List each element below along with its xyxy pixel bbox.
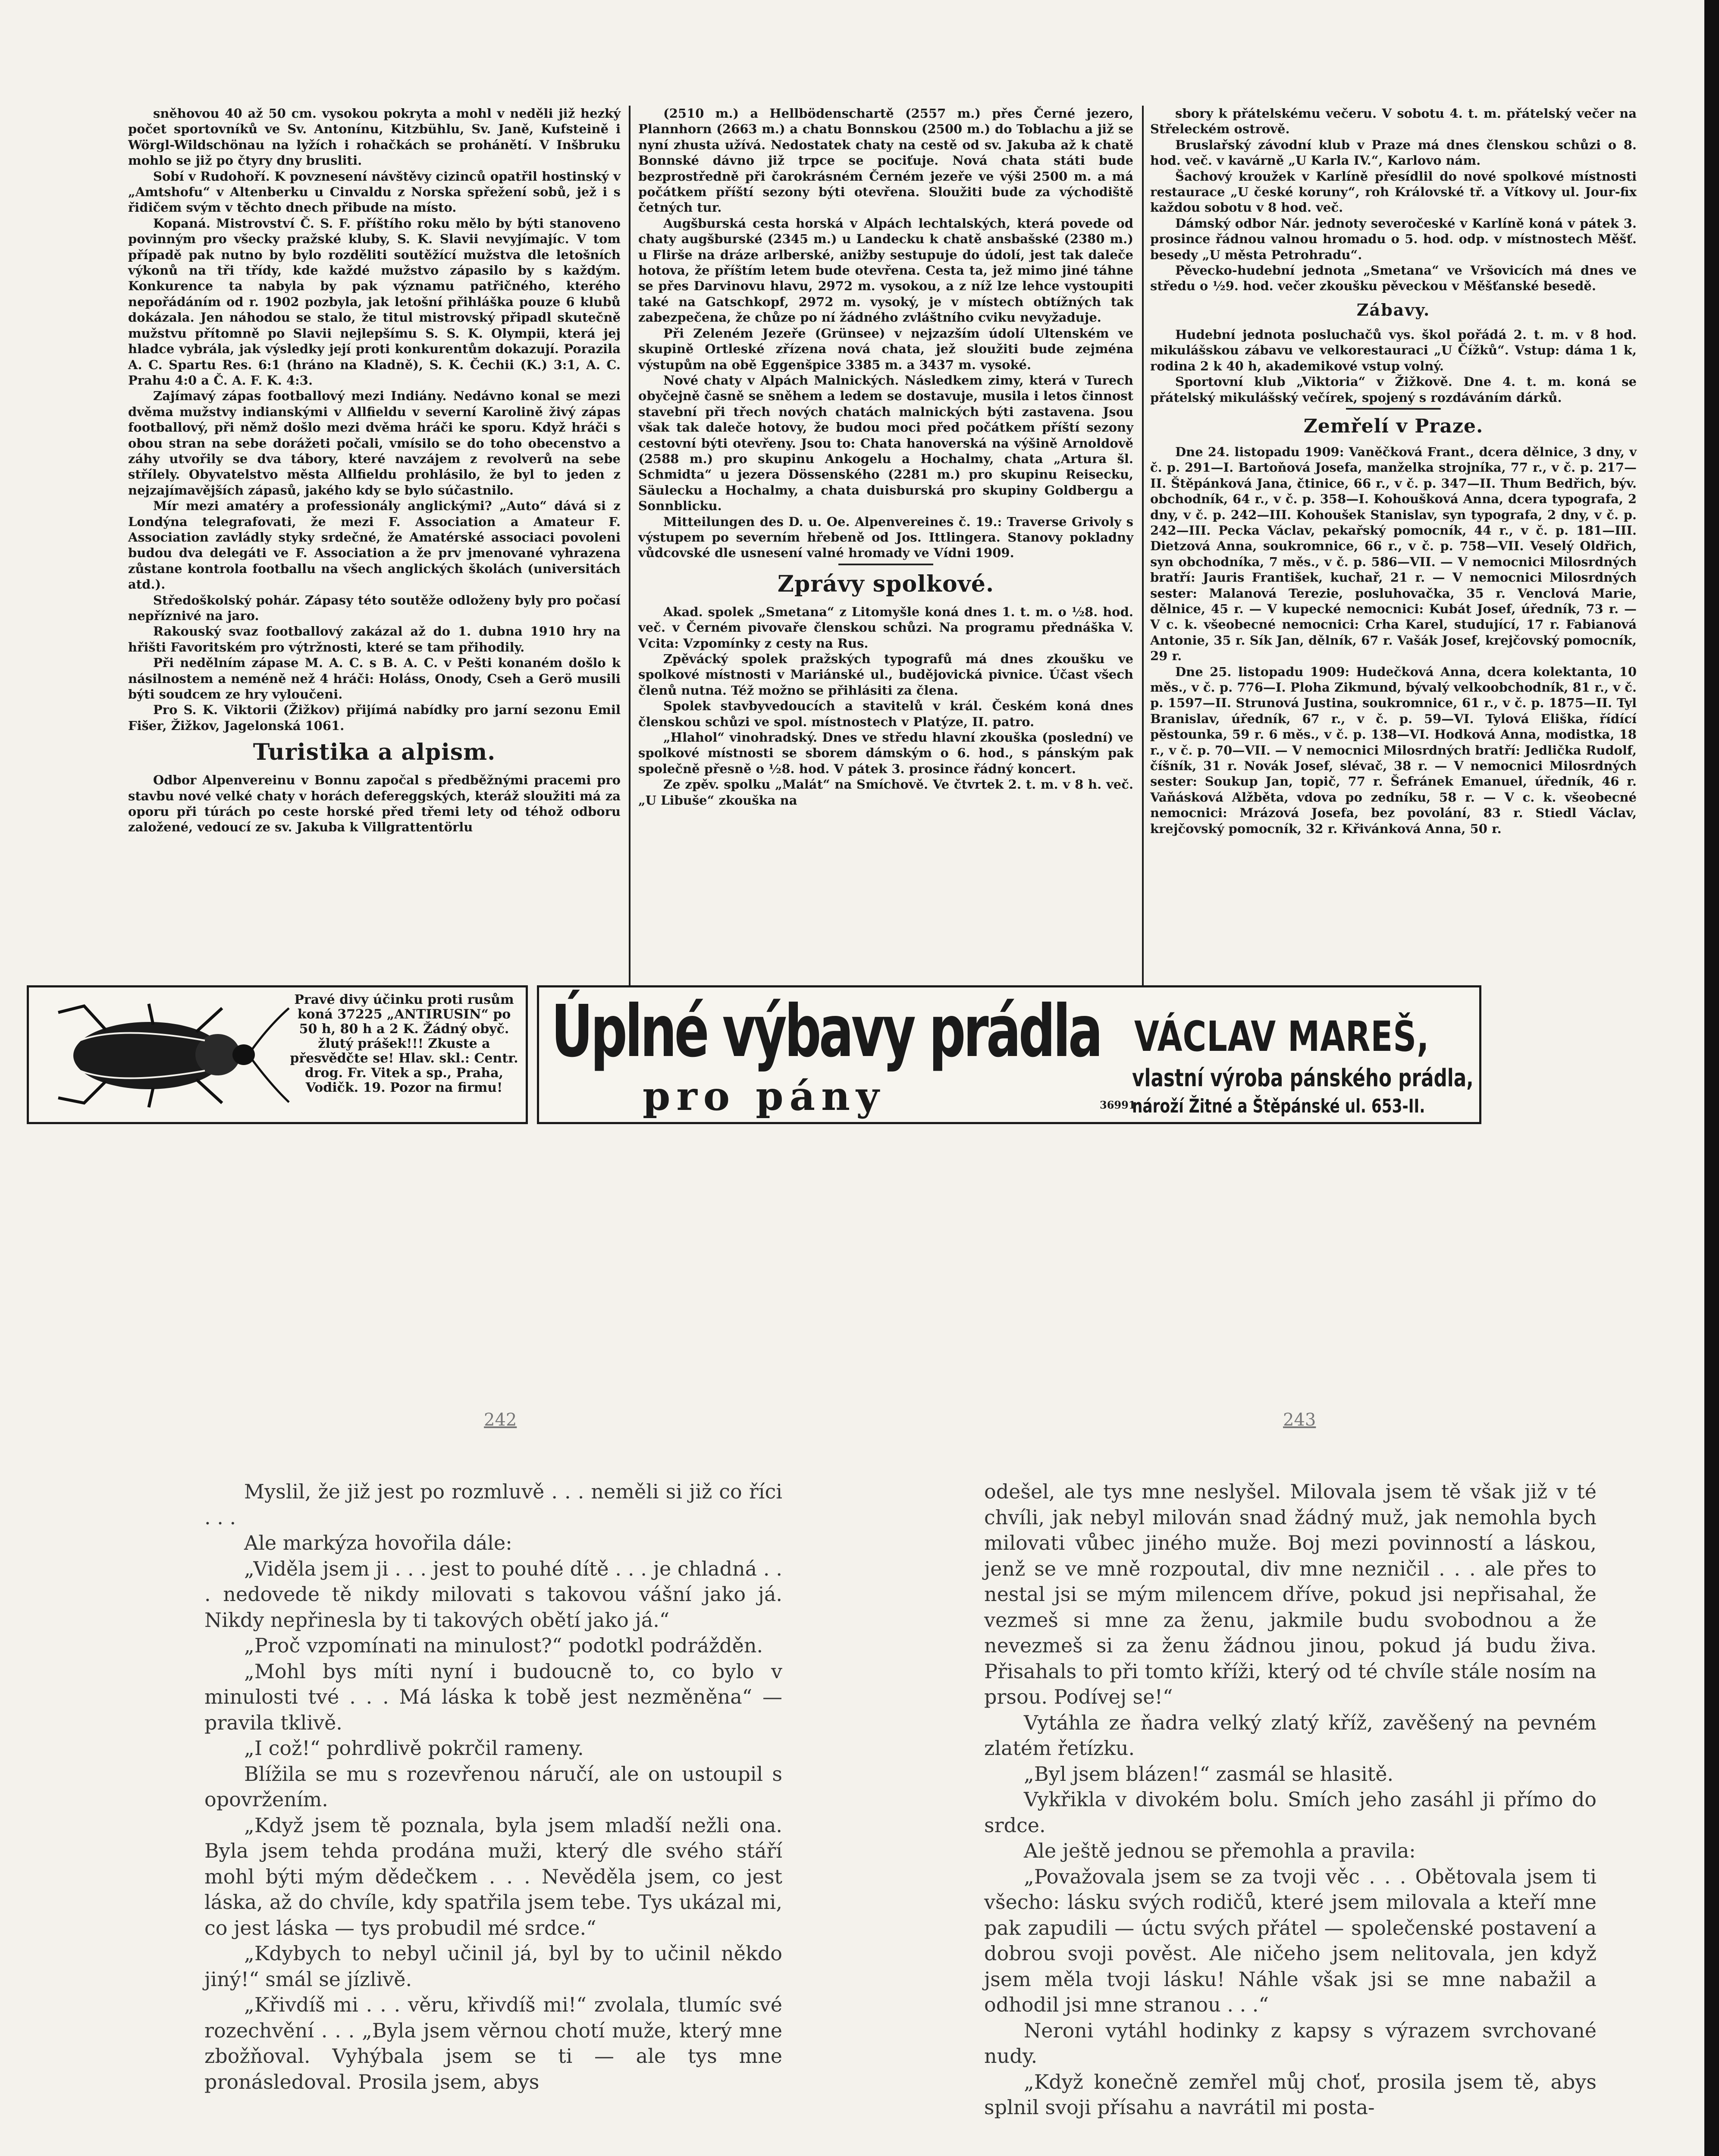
paragraph: Neroni vytáhl hodinky z kapsy s výrazem svrchované nudy.: [984, 2018, 1597, 2068]
paragraph: Spolek stavbyvedoucích a stavitelů v král. Českém koná dnes členskou schůzi ve spol. místnostech v Platýze, II. patro.: [638, 699, 1133, 729]
paragraph: Mír mezi amatéry a professionály anglickými? „Auto“ dává si z Londýna telegrafovati, že mezi F. Association a Amateur F. Association zavládly styky srdečné, že Amatérské associaci povoleni budou dva delegáti ve F. Association a že prv jmenované vyhrazena zůstane kontrola footballu na všech anglických školách (universitách atd.).: [128, 498, 621, 592]
column-rule: [629, 106, 631, 1078]
paragraph: Odbor Alpenvereinu v Bonnu započal s předběžnými pracemi pro stavbu nové velké chaty v horách defereggských, kteráž sloužiti má za oporu při túrách po ceste horské před třemi lety od téhož odboru založené, vedoucí ze sv. Jakuba k Villgrattentörlu: [128, 773, 621, 835]
column-rule: [1142, 106, 1144, 1078]
separator: [838, 564, 933, 565]
paragraph: Při Zeleném Jezeře (Grünsee) v nejzazším údolí Ultenském ve skupině Ortleské zřízena nová chata, jež sloužiti bude zejména výstupům na obě Eggenšpice 3385 m. a 3437 m. vysoké.: [638, 326, 1133, 372]
page-number-left: 242: [484, 1410, 517, 1430]
paragraph: Středoškolský pohár. Zápasy této soutěže odloženy byly pro počasí nepříznivé na jaro.: [128, 592, 621, 623]
paragraph: „Když jsem tě poznala, byla jsem mladší nežli ona. Byla jsem tehda prodána muži, který dle svého stáří mohl býti mým dědečkem . . . Nevěděla jsem, co jest láska, až do chvíle, kdy spatřila jsem tebe. Tys ukázal mi, co jest láska — tys probudil mé srdce.“: [204, 1813, 782, 1940]
paragraph: Ze zpěv. spolku „Malát“ na Smíchově. Ve čtvrtek 2. t. m. v 8 h. več. „U Libuše“ zkouška na: [638, 777, 1133, 808]
paragraph: sněhovou 40 až 50 cm. vysokou pokryta a mohl v neděli již hezký počet sportovníků ve Sv. Antonínu, Kitzbühlu, Sv. Janě, Kufsteině i Wörgl-Wildschönau na lyžích i rohačkách se prohánětí. V Inšbruku mohlo se již po čtyry dny brusliti.: [128, 106, 621, 168]
paragraph: Sportovní klub „Viktoria“ v Žižkově. Dne 4. t. m. koná se přátelský mikulášský večírek, spojený s rozdáváním dárků.: [1150, 374, 1637, 405]
column-sports: [128, 106, 621, 835]
paragraph: Hudební jednota posluchačů vys. škol pořádá 2. t. m. v 8 hod. mikulášskou zábavu ve velkorestauraci „U Čížků“. Vstup: dáma 1 k, rodina 2 k 40 h, akademikové vstup volný.: [1150, 327, 1637, 373]
paragraph: Zajímavý zápas footballový mezi Indiány. Nedávno konal se mezi dvěma mužstvy indianskými v Allfieldu v severní Karolině živý zápas footballový, při němž došlo mezi dvěma hráči ke sporu. Když hráči s obou stran na sebe dorážeti počali, vmísilo se do toho obecenstvo a záhy utvořily se dva tábory, které navzájem z revolverů na sebe střílely. Obyvatelstvo města Allfieldu prohlásilo, že byl to jeden z nejzajímavějších zápasů, jakého kdy se bylo súčastnilo.: [128, 389, 621, 498]
paragraph: Dne 25. listopadu 1909: Hudečková Anna, dcera kolektanta, 10 měs., v č. p. 776—I. Ploha Zikmund, bývalý velkoobchodník, 81 r., v č. p. 1597—II. Strunová Justina, soukromnice, 61 r., v č. p. 1875—II. Tyl Branislav, úředník, 67 r., v č. p. 59—VI. Tylová Eliška, řídící pěstounka, 59 r. 6 měs., v č. p. 138—VI. Hodková Anna, modistka, 18 r., v č. p. 70—VII. — V nemocnici Milosrdných bratří: Jedlička Rudolf, číšník, 31 r. Novák Josef, slévač, 38 r. — V nemocnici Milosrdných sester: Soukup Jan, topič, 77 r. Šefránek Emanuel, úředník, 46 r. Vaňásková Alžběta, vdova po zedníku, 58 r. — V c. k. všeobecné nemocnici: Mrázová Josefa, bez povolání, 83 r. Stiedl Václav, krejčovský pomocník, 32 r. Křivánková Anna, 50 r.: [1150, 664, 1637, 836]
advert-text: Pravé divy účinku proti rusům koná 37225 „ANTIRUSIN“ po 50 h, 80 h a 2 K. Žádný obyč. žlutý prášek!!! Zkuste a přesvědčte se! Hlav. skl.: Centr. drog. Fr. Vitek a sp., Praha, Vodičk. 19. Pozor na firmu!: [290, 992, 518, 1095]
advert-line: vlastní výroba pánského prádla,: [1132, 1064, 1474, 1092]
paragraph: Ale ještě jednou se přemohla a pravila:: [1024, 1839, 1416, 1862]
paragraph: Myslil, že již jest po rozmluvě . . . neměli si již co říci . . .: [204, 1480, 782, 1529]
paragraph: Pěvecko-hudební jednota „Smetana“ ve Vršovicích má dnes ve středu o ½9. hod. večer zkoušku pěveckou v Měšťanské besedě.: [1150, 263, 1637, 294]
paragraph: Kopaná. Mistrovství Č. S. F. příštího roku mělo by býti stanoveno povinným pro všecky pražské kluby, S. K. Slavii nevyjímajíc. V tom případě pak nutno by bylo rozděliti soutěžící mužstva dle letošních výkonů na tři třídy, kde každé mužstvo zápasilo by s každým. Konkurence ta nabyla by pak významu patřičného, kterého nepořádáním od r. 1902 pozbyla, jak letošní přihláška pouze 6 klubů dokázala. Jen náhodou se stalo, že titul mistrovský připadl skutečně mužstvu přítomně po Slavii nejlepšímu S. S. K. Olympii, která jej hladce vybrála, jak výsledky její proti konkurentům dokazují. Porazila A. C. Spartu Res. 6:1 (hráno na Kladně), S. K. Čechii (K.) 3:1, A. C. Prahu 4:0 a Č. A. F. K. 4:3.: [128, 216, 621, 388]
cockroach-icon: [41, 1000, 291, 1109]
paragraph: Akad. spolek „Smetana“ z Litomyšle koná dnes 1. t. m. o ½8. hod. več. v Černém pivovaře členskou schůzi. Na programu přednáška V. Vcita: Vzpomínky z cesty na Rus.: [638, 604, 1133, 651]
page-number-right: 243: [1283, 1410, 1316, 1430]
paragraph: Dámský odbor Nár. jednoty severočeské v Karlíně koná v pátek 3. prosince řádnou valnou hromadu o 5. hod. odp. v místnostech Měšť. besedy „U města Petrohradu“.: [1150, 216, 1637, 262]
scan-edge: [1704, 0, 1719, 2156]
paragraph: Augšburská cesta horská v Alpách lechtalských, která povede od chaty augšburské (2345 m.) u Landecku k chatě ansbašské (2380 m.) u Flirše na dráze arlberské, anižby sestupuje do údolí, jest tak daleče hotova, že příštím letem bude otevřena. Cesta ta, jež mimo jiné táhne se přes Darvinovu hlavu, 2972 m. vysokou, a z níž lze lehce vystoupiti také na Gatschkopf, 2972 m. vysoký, je v místech obtížných tak zabezpečena, že chůze po ní žádného zvláštního cviku nevyžaduje.: [638, 216, 1133, 325]
paragraph: Vykřikla v divokém bolu. Smích jeho zasáhl ji přímo do srdce.: [984, 1788, 1597, 1837]
novel-page-left: [204, 1479, 782, 2095]
section-heading-zemreli: Zemřelí v Praze.: [1303, 415, 1484, 437]
paragraph: „Považovala jsem se za tvoji věc . . . Obětovala jsem ti všecho: lásku svých rodičů, které jsem milovala a kteří mne pak zapudili — úctu svých přátel — společenské postavení a dobrou svoji pověst. Ale ničeho jsem nelitovala, jen když jsem měla tvoji lásku! Náhle však jsi se mne nabažil a odhodil jsi mne stranou . . .“: [984, 1865, 1597, 2016]
advert-mares: [537, 985, 1481, 1124]
paragraph: Při nedělním zápase M. A. C. s B. A. C. v Pešti konaném došlo k násilnostem a neméně než 4 hráči: Holáss, Onody, Cseh a Gerö musili býti soudcem ze hry vyloučeni.: [128, 655, 621, 702]
paragraph: Vytáhla ze ňadra velký zlatý kříž, zavěšený na pevném zlatém řetízku.: [984, 1711, 1597, 1760]
paragraph: Pro S. K. Viktorii (Žižkov) přijímá nabídky pro jarní sezonu Emil Fišer, Žižkov, Jagelonská 1061.: [128, 702, 621, 733]
separator: [1346, 408, 1441, 410]
paragraph: „Proč vzpomínati na minulost?“ podotkl podrážděn.: [244, 1634, 763, 1657]
paragraph: Mitteilungen des D. u. Oe. Alpenvereines č. 19.: Traverse Grivoly s výstupem po severním hřebeně od Jos. Ittlingera. Stanovy pokladny vůdcovské dle usnesení valné hromady ve Vídni 1909.: [638, 514, 1133, 561]
paragraph: Rakouský svaz footballový zakázal až do 1. dubna 1910 hry na hřišti Favoritském pro výtržnosti, které se tam přihodily.: [128, 624, 621, 655]
paragraph: Nové chaty v Alpách Malnických. Následkem zimy, která v Turech obyčejně časně se sněhem a ledem se dostavuje, musila i letos činnost stavební při třech nových chatách malnických býti zastavena. Jsou však tak daleče hotovy, že budou moci před počátkem příští sezony cestovní býti otevřeny. Jsou to: Chata hanoverská na výšině Arnoldově (2588 m.) pro skupinu Ankogelu a Hochalmy, chata „Artura šl. Schmidta“ u jezera Dössenského (2281 m.) pro skupinu Reisecku, Säulecku a Hochalmy, a chata duisburská pro skupiny Goldbergu a Sonnblicku.: [638, 373, 1133, 514]
paragraph: „Viděla jsem ji . . . jest to pouhé dítě . . . je chladná . . . nedovede tě nikdy milovati s takovou vášní jako já. Nikdy nepřinesla by ti takových obětí jako já.“: [204, 1557, 782, 1632]
section-heading-turistika: Turistika a alpism.: [253, 739, 496, 766]
advert-antirusin: [27, 985, 528, 1124]
paragraph: „Křivdíš mi . . . věru, křivdíš mi!“ zvolala, tlumíc své rozechvění . . . „Byla jsem věrnou chotí muže, který mne zbožňoval. Vyhýbala jsem se ti — ale tys mne pronásledoval. Prosila jsem, abys: [204, 1993, 782, 2093]
column-societies: [1150, 106, 1637, 837]
paragraph: „Hlahol“ vinohradský. Dnes ve středu hlavní zkouška (poslední) ve spolkové místnosti se sborem dámským o 6. hod., s pánským pak společně přesně o ½8. hod. V pátek 3. prosince řádný koncert.: [638, 730, 1133, 776]
advert-subheadline: pro pány: [643, 1073, 885, 1119]
section-heading-zabavy: Zábavy.: [1356, 300, 1430, 320]
paragraph: Dne 24. listopadu 1909: Vaněčková Frant., dcera dělnice, 3 dny, v č. p. 291—I. Bartoňová Josefa, manželka strojníka, 77 r., v č. p. 217—II. Štěpánková Jana, čtinice, 66 r., v č. p. 347—II. Thum Bedřich, býv. obchodník, 64 r., v č. p. 358—I. Kohoušková Anna, dcera typografa, 2 dny, v č. p. 242—III. Kohoušek Stanislav, syn typografa, 2 dny, v č. p. 242—III. Pecka Václav, pekařský pomocník, 44 r., v č. p. 181—III. Dietzová Anna, soukromnice, 66 r., v č. p. 758—VII. Veselý Oldřich, syn obchodníka, 7 měs., v č. p. 586—VII. — V nemocnici Milosrdných bratří: Jauris František, kuchař, 21 r. — V nemocnici Milosrdných sester: Malanová Terezie, posluhovačka, 35 r. Venclová Marie, dělnice, 45 r. — V kupecké nemocnici: Kubát Josef, úředník, 73 r. — V c. k. všeobecné nemocnici: Crha Karel, studující, 17 r. Fabianová Antonie, 35 r. Sík Jan, dělník, 67 r. Vašák Josef, krejčovský pomocník, 29 r.: [1150, 444, 1637, 664]
column-alpism: [638, 106, 1133, 808]
paragraph: Blížila se mu s rozevřenou náručí, ale on ustoupil s opovržením.: [204, 1762, 782, 1811]
advert-address: nároží Žitné a Štěpánské ul. 653-II.: [1132, 1095, 1425, 1117]
paragraph: „I což!“ pohrdlivě pokrčil rameny.: [244, 1736, 584, 1760]
paragraph: Šachový kroužek v Karlíně přesídlil do nové spolkové místnosti restaurace „U české koruny“, roh Královské tř. a Vítkovy ul. Jour-fix každou sobotu v 8 hod. več.: [1150, 169, 1637, 215]
advert-company: VÁCLAV MAREŠ,: [1134, 1012, 1430, 1061]
paragraph: (2510 m.) a Hellbödenschartě (2557 m.) přes Černé jezero, Plannhorn (2663 m.) a chatu Bonnskou (2500 m.) do Toblachu a již se nyní zhusta užívá. Nedostatek chaty na cestě od sv. Jakuba až k chatě Bonnské dávno již trpce se pociťuje. Nová chata státi bude bezprostředně při čarokrásném Černém jezeře ve výši 2500 m. a má počátkem příští sezony býti otevřena. Sloužiti bude za východiště četných tur.: [638, 106, 1133, 215]
advert-headline: Úplné výbavy prádla: [551, 990, 1101, 1073]
paragraph: sbory k přátelskému večeru. V sobotu 4. t. m. přátelský večer na Střeleckém ostrově.: [1150, 106, 1637, 137]
section-heading-spolky: Zprávy spolkové.: [777, 570, 994, 597]
paragraph: Zpěvácký spolek pražských typografů má dnes zkoušku ve spolkové místnosti v Mariánské ul., budějovická pivnice. Účast všech členů nutna. Též možno se přihlásiti za člena.: [638, 652, 1133, 698]
paragraph: Ale markýza hovořila dále:: [244, 1531, 512, 1554]
paragraph: „Když konečně zemřel můj choť, prosila jsem tě, abys splnil svoji přísahu a navrátil mi posta-: [984, 2070, 1597, 2119]
paragraph: Bruslařský závodní klub v Praze má dnes členskou schůzi o 8. hod. več. v kavárně „U Karla IV.“, Karlovo nám.: [1150, 137, 1637, 168]
novel-page-right: [984, 1479, 1597, 2121]
newspaper-clipping: [110, 106, 1637, 1084]
paragraph: „Kdybych to nebyl učinil já, byl by to učinil někdo jiný!“ smál se jízlivě.: [204, 1942, 782, 1991]
paragraph: „Mohl bys míti nyní i budoucně to, co bylo v minulosti tvé . . . Má láska k tobě jest nezměněna“ — pravila tklivě.: [204, 1659, 782, 1734]
paragraph: odešel, ale tys mne neslyšel. Milovala jsem tě však již v té chvíli, jak nebyl milován snad žádný muž, jak nemohla bych milovati vůbec jiného muže. Boj mezi povinností a láskou, jenž se ve mně rozpoutal, div mne nezničil . . . ale přes to nestal jsi se mým milencem dříve, pokud jsi nepřisahal, že vezmeš si mne za ženu, jakmile budu svobodnou a že nevezmeš si za ženu žádnou jinou, pokud já budu živa. Přisahals to při tomto kříži, který od té chvíle stále nosím na prsou. Podívej se!“: [984, 1480, 1597, 1708]
paragraph: „Byl jsem blázen!“ zasmál se hlasitě.: [1024, 1762, 1394, 1786]
advert-code: 36991: [1100, 1099, 1136, 1111]
paragraph: Sobí v Rudohoří. K povznesení návštěvy cizinců opatřil hostinský v „Amtshofu“ v Altenberku u Cinvaldu z Norska spřežení sobů, jež i s řidičem svým v těchto dnech přibude na místo.: [128, 169, 621, 215]
